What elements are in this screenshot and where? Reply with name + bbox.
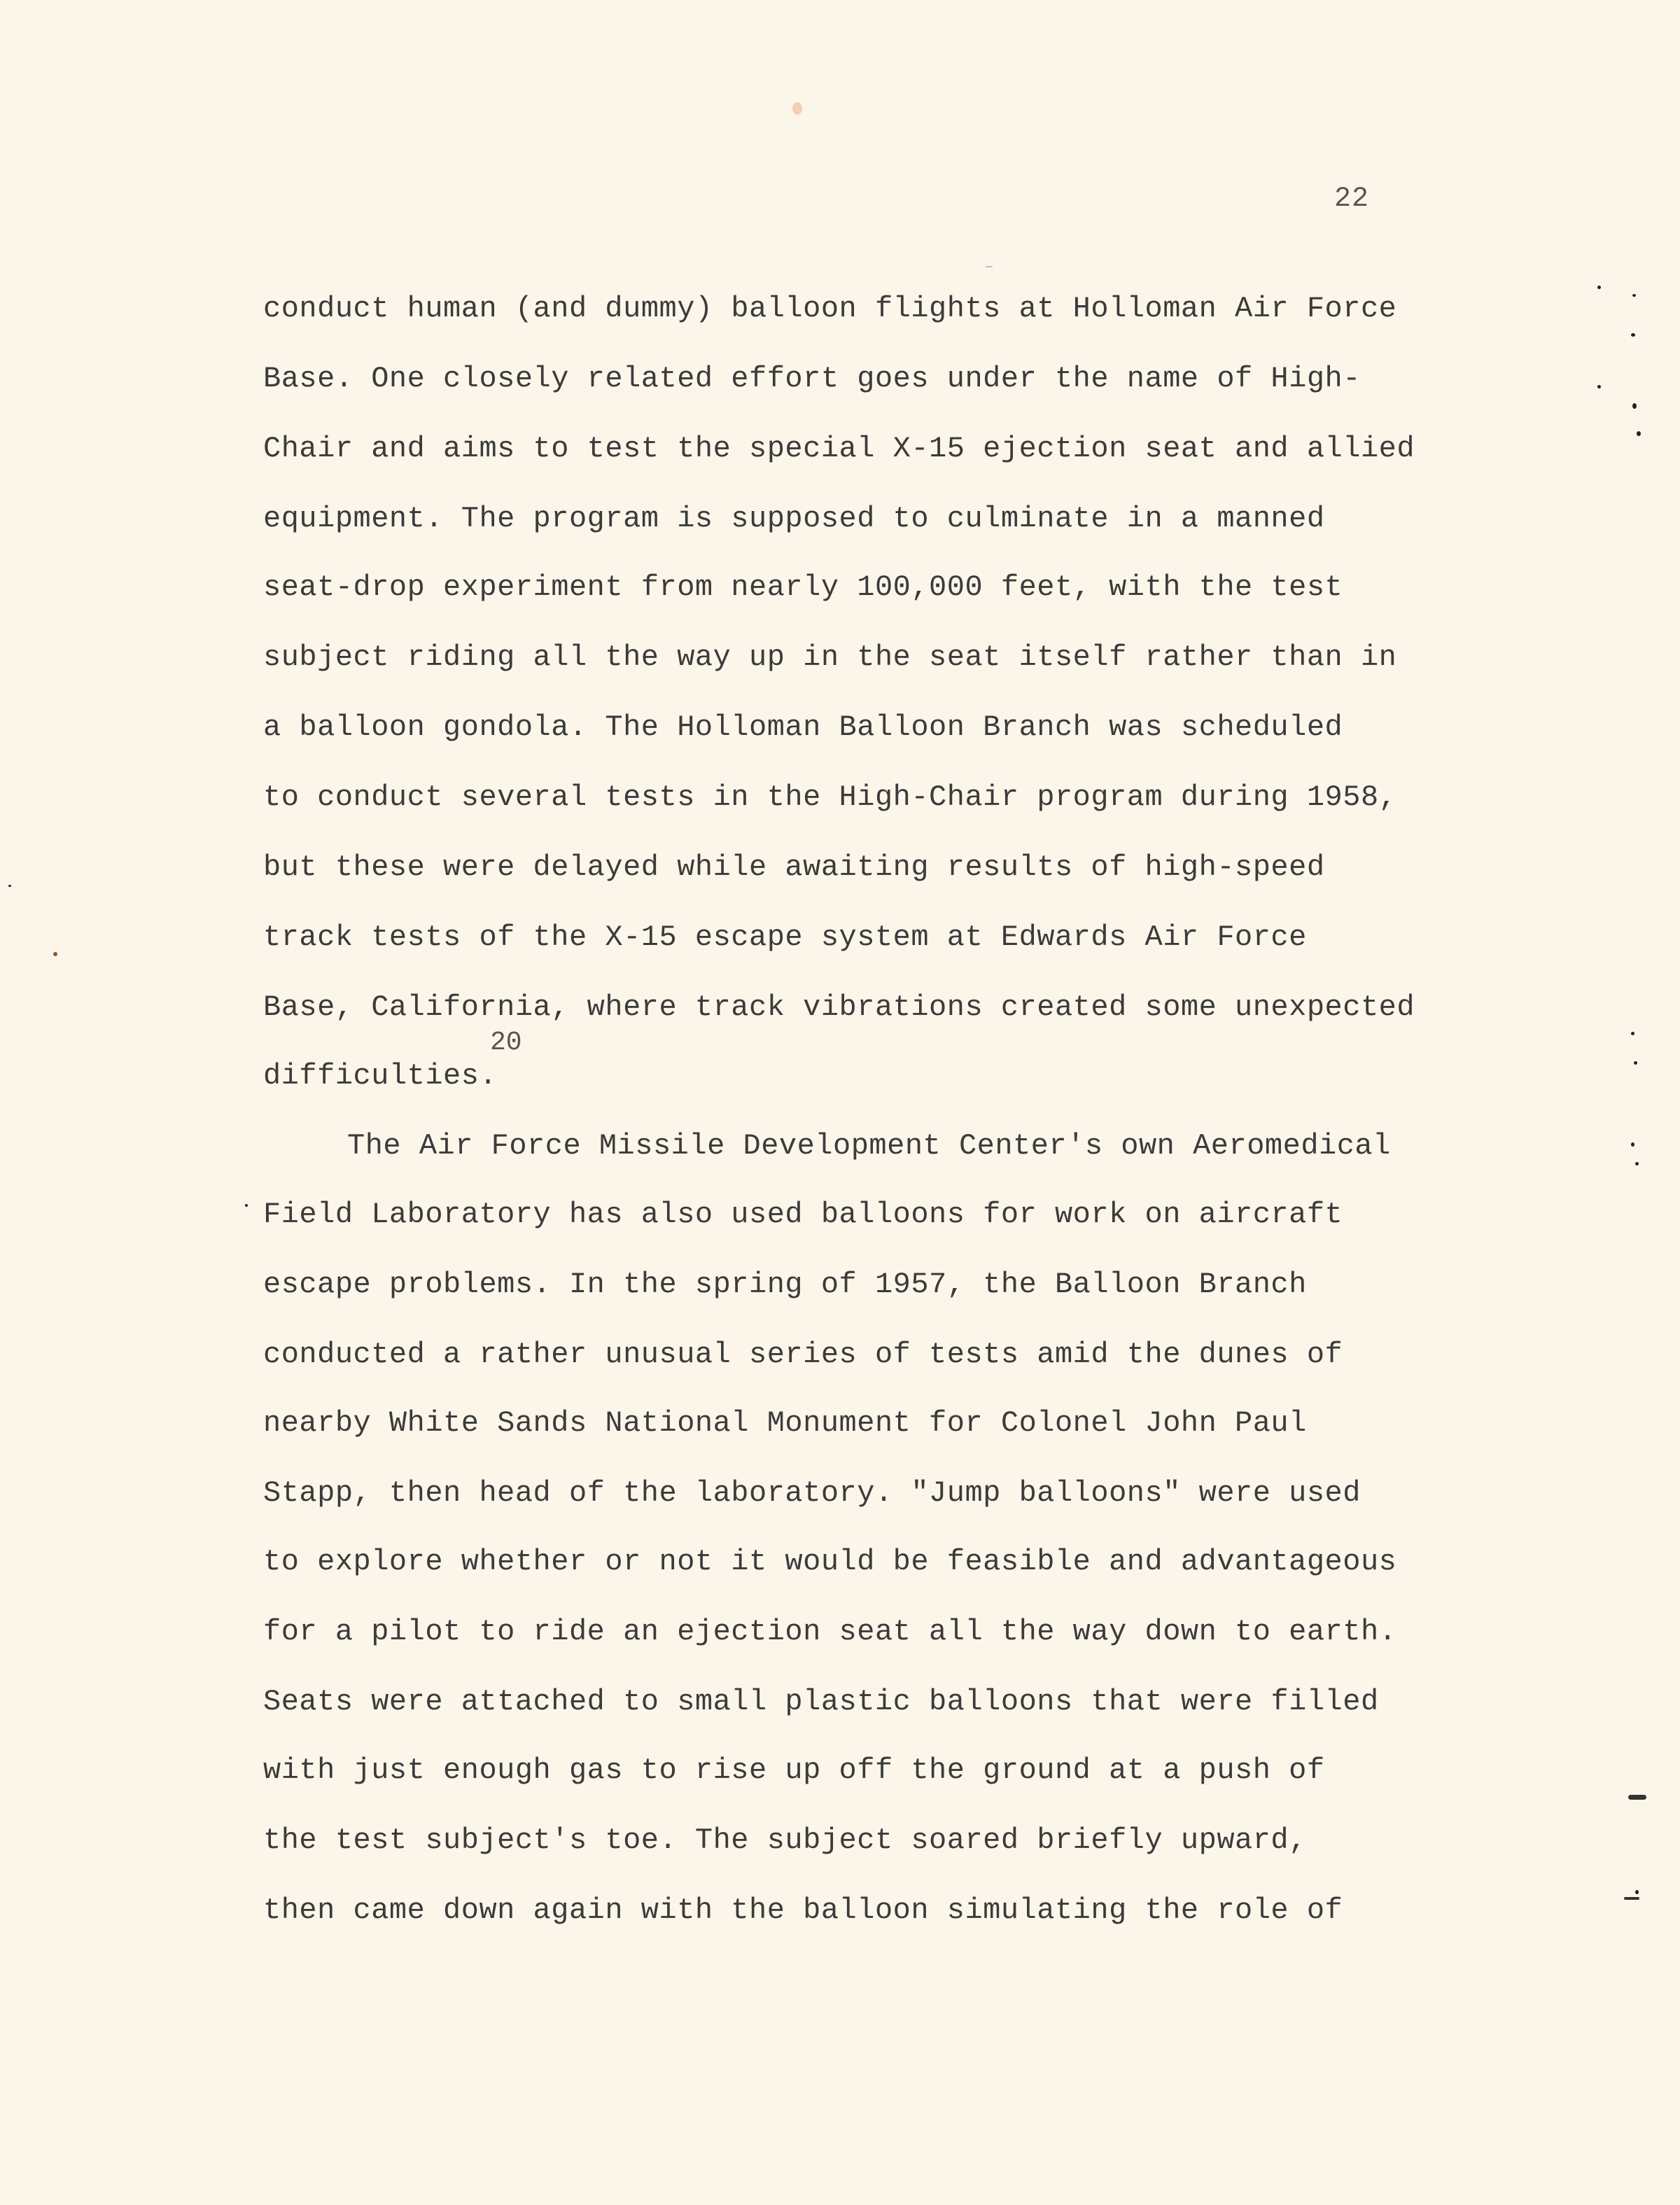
text-line: to explore whether or not it would be feasible and advantageous — [263, 1545, 1397, 1578]
paper-speck — [1632, 403, 1637, 409]
paper-speck — [1635, 1890, 1639, 1894]
text-line: Stapp, then head of the laboratory. "Jump balloons" were used — [263, 1476, 1361, 1510]
paper-speck — [53, 952, 57, 956]
paper-mark — [1624, 1897, 1639, 1900]
paper-mark — [1628, 1795, 1646, 1800]
text-line: Base. One closely related effort goes under the name of High- — [263, 362, 1361, 396]
text-line: to conduct several tests in the High-Chair program during 1958, — [263, 780, 1397, 814]
text-line: The Air Force Missile Development Center's own Aeromedical — [347, 1129, 1391, 1163]
text-line: subject riding all the way up in the seat itself rather than in — [263, 640, 1397, 674]
text-line: conducted a rather unusual series of tests amid the dunes of — [263, 1338, 1343, 1371]
text-line: escape problems. In the spring of 1957, the Balloon Branch — [263, 1268, 1307, 1301]
text-line: Chair and aims to test the special X-15 ejection seat and allied — [263, 432, 1415, 465]
paper-speck — [1597, 385, 1601, 388]
paper-speck — [986, 266, 993, 267]
paper-speck — [245, 1204, 248, 1207]
text-line: with just enough gas to rise up off the ground at a push of — [263, 1754, 1325, 1787]
page-number: 22 — [1334, 183, 1370, 215]
text-line: conduct human (and dummy) balloon flights at Holloman Air Force — [263, 292, 1397, 326]
text-line: Field Laboratory has also used balloons for work on aircraft — [263, 1198, 1343, 1231]
paper-speck — [8, 885, 11, 887]
text-line: a balloon gondola. The Holloman Balloon Branch was scheduled — [263, 710, 1343, 744]
text-line: nearby White Sands National Monument for Colonel John Paul — [263, 1406, 1307, 1440]
paper-stain — [792, 102, 802, 115]
text-line: the test subject's toe. The subject soared briefly upward, — [263, 1823, 1307, 1857]
text-line: track tests of the X-15 escape system at Edwards Air Force — [263, 920, 1307, 954]
paper-speck — [1597, 286, 1601, 289]
text-line: but these were delayed while awaiting results of high-speed — [263, 850, 1325, 884]
paper-speck — [1631, 333, 1635, 337]
text-line: Base, California, where track vibrations created some unexpected — [263, 990, 1415, 1024]
paper-speck — [1631, 1142, 1634, 1147]
text-line: equipment. The program is supposed to culminate in a manned — [263, 502, 1325, 536]
paper-speck — [1634, 1061, 1637, 1065]
text-line: Seats were attached to small plastic balloons that were filled — [263, 1685, 1379, 1718]
footnote-reference: 20 — [490, 1028, 522, 1058]
text-line: then came down again with the balloon simulating the role of — [263, 1893, 1343, 1927]
paper-speck — [1635, 1162, 1639, 1166]
text-line: difficulties. — [263, 1059, 498, 1093]
paper-speck — [1637, 431, 1641, 436]
paper-speck — [1632, 294, 1636, 297]
text-line: seat-drop experiment from nearly 100,000 feet, with the test — [263, 570, 1343, 604]
paper-speck — [1631, 1032, 1634, 1035]
text-line: for a pilot to ride an ejection seat all the way down to earth. — [263, 1615, 1397, 1648]
